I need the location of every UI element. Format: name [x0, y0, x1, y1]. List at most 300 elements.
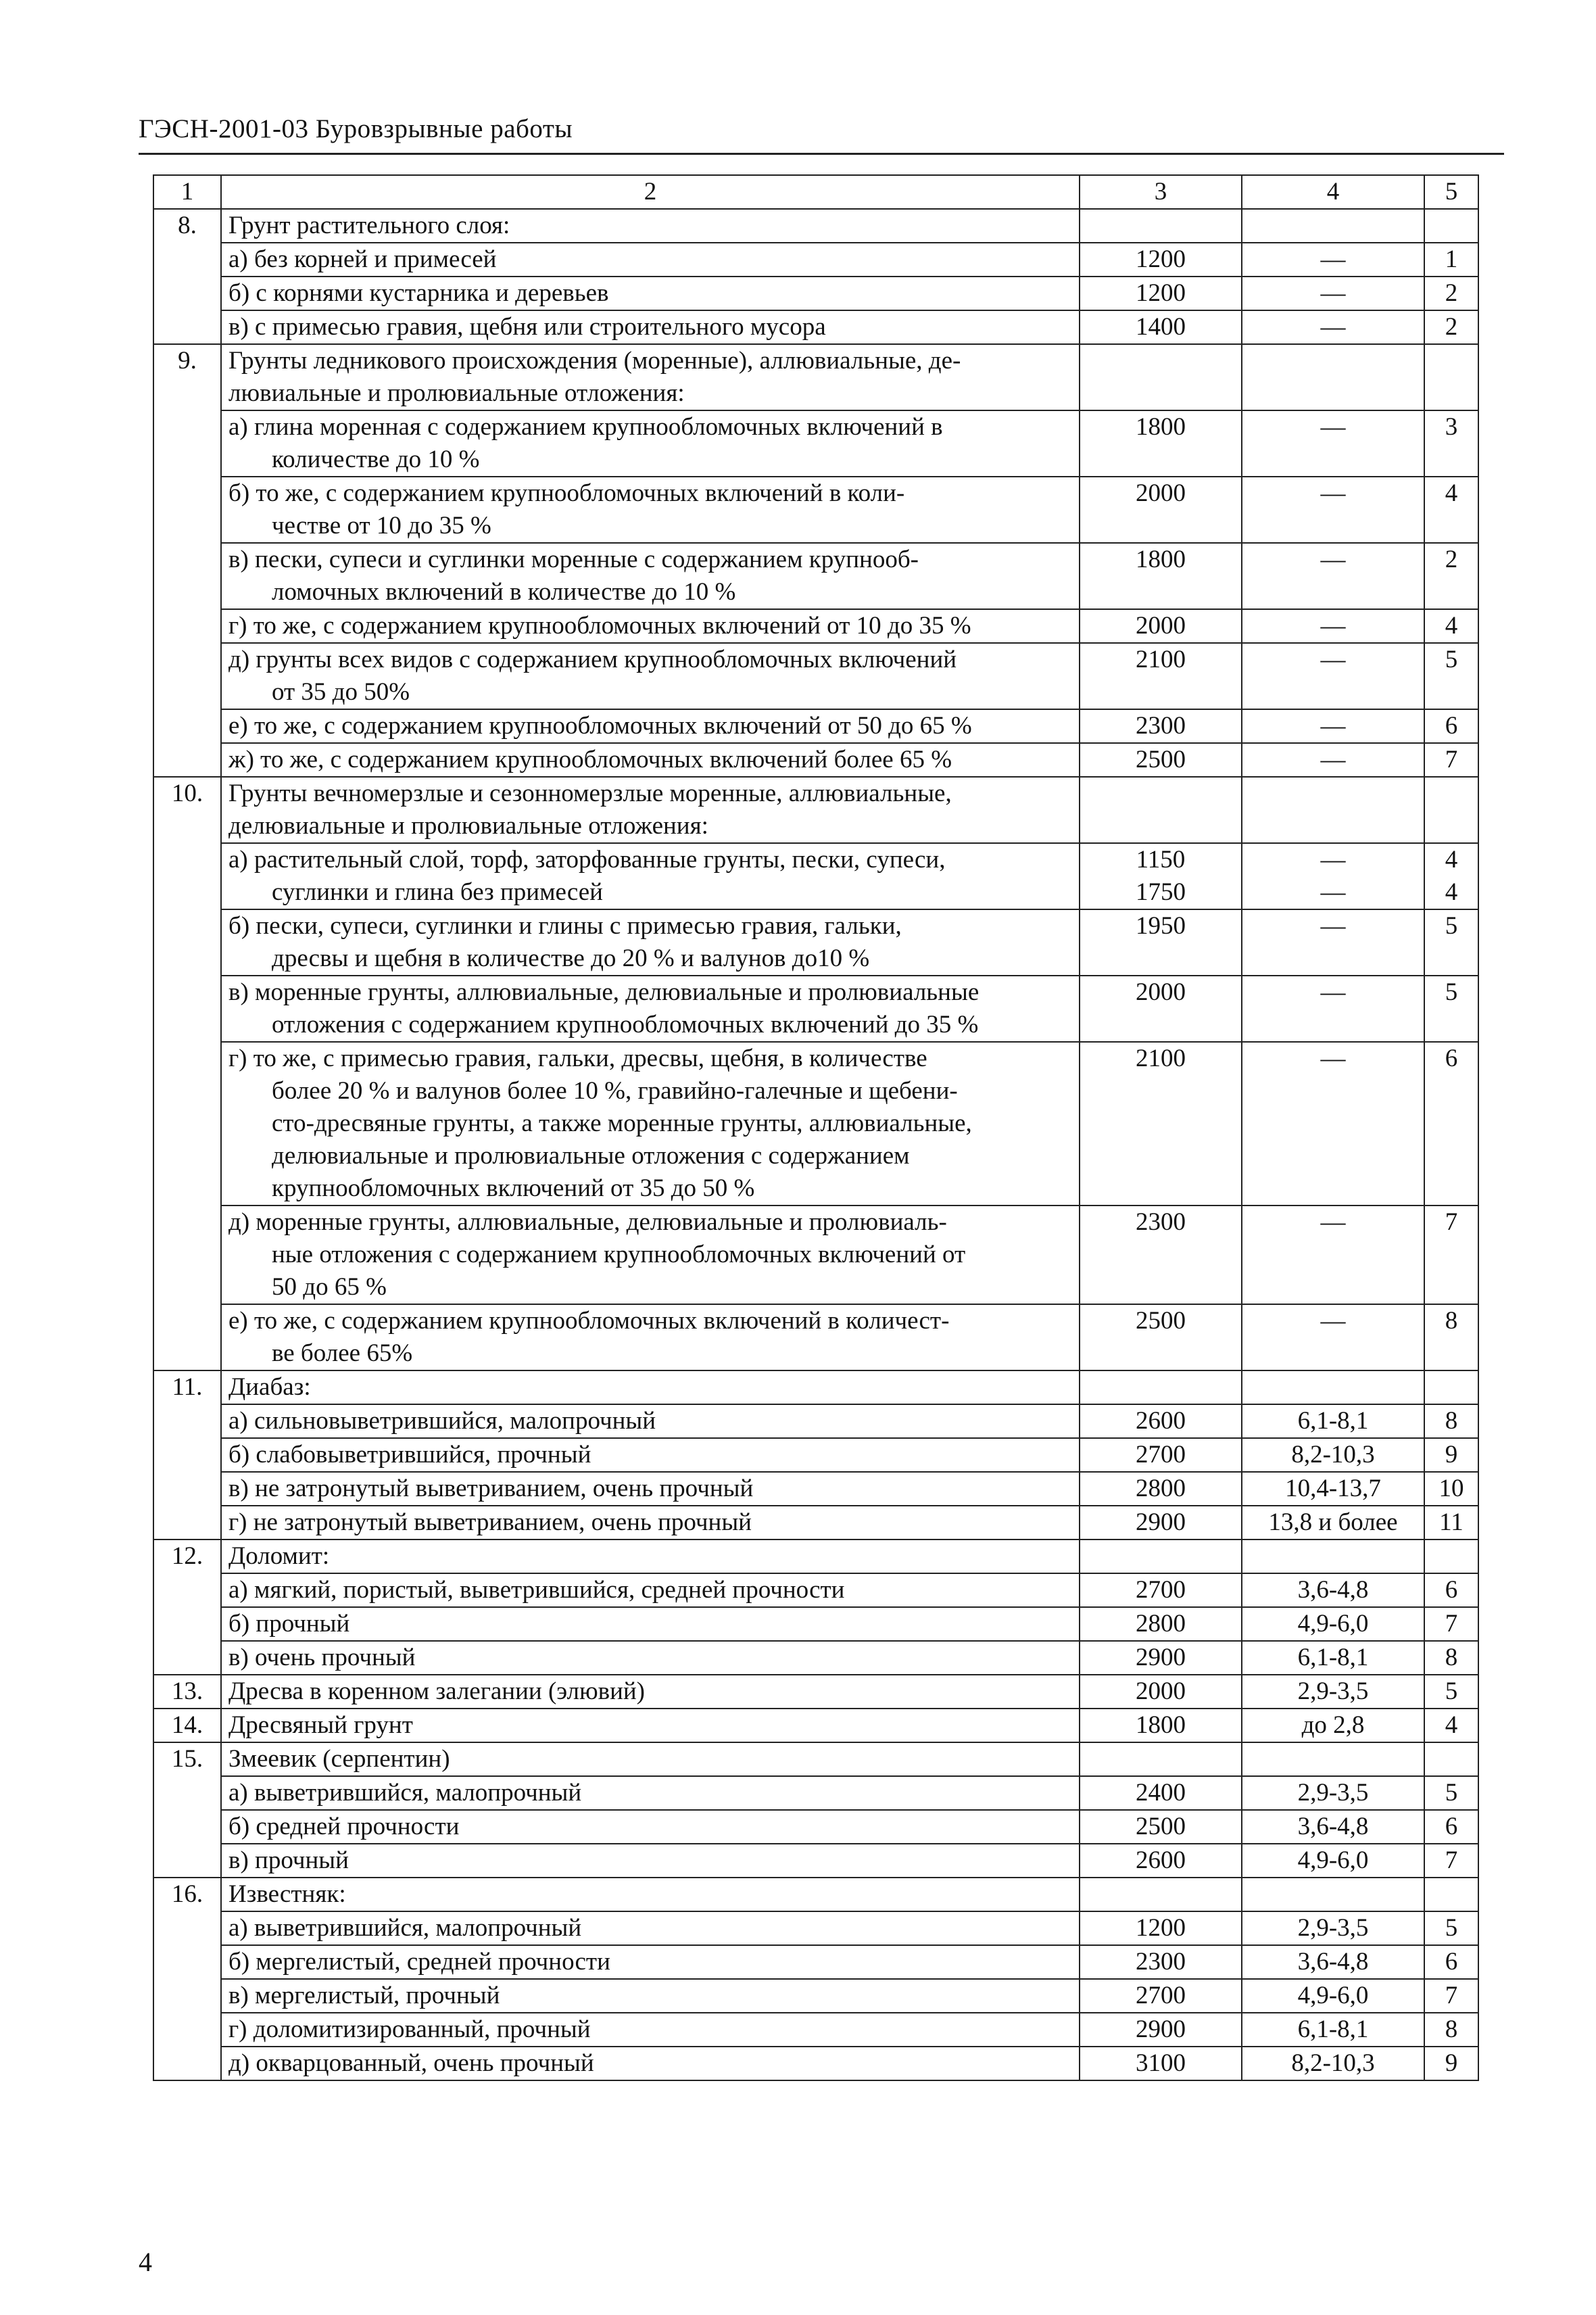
strength-cell	[1242, 1573, 1424, 1607]
density-cell	[1080, 1573, 1242, 1607]
empty-cell	[1242, 344, 1424, 410]
empty-cell	[1242, 1540, 1424, 1573]
cell-value: 2100	[1136, 1045, 1186, 1072]
table-row	[153, 1675, 1478, 1709]
table-row-subitem	[153, 2047, 1478, 2080]
table-row-subitem	[153, 543, 1478, 609]
cell-value: 2600	[1136, 1846, 1186, 1874]
density-cell	[1080, 1810, 1242, 1844]
cell-value: 4,9-6,0	[1297, 1846, 1369, 1874]
cell-value: 8	[1445, 2015, 1458, 2043]
cell-value: 2900	[1136, 1508, 1186, 1536]
description-cell	[221, 1911, 1080, 1945]
description-line: Доломит:	[228, 1542, 330, 1570]
empty-cell	[1080, 1540, 1242, 1573]
density-cell: 2000	[1080, 1675, 1242, 1709]
table-row-subitem	[153, 909, 1478, 976]
description-cell	[221, 2047, 1080, 2080]
cell-value: 2000	[1136, 978, 1186, 1006]
description-line: д) грунты всех видов с содержанием крупнообломочных включений	[228, 646, 957, 673]
description-line: г) то же, с содержанием крупнообломочных включений от 10 до 35 %	[228, 612, 971, 640]
description-cell	[221, 909, 1080, 976]
description-line: Грунт растительного слоя:	[228, 212, 510, 239]
density-cell	[1080, 643, 1242, 709]
group-cell	[1424, 1206, 1478, 1304]
description-line: 50 до 65 %	[272, 1273, 387, 1301]
strength-cell	[1242, 976, 1424, 1042]
description-cell	[221, 310, 1080, 344]
cell-value: 6,1-8,1	[1297, 1407, 1369, 1435]
group-cell	[1424, 1573, 1478, 1607]
cell-value: 6	[1445, 1576, 1458, 1604]
description-line: в) пески, супеси и суглинки моренные с содержанием крупнооб-	[228, 546, 919, 573]
strength-cell	[1242, 609, 1424, 643]
group-cell	[1424, 909, 1478, 976]
empty-cell	[1080, 209, 1242, 243]
description-cell	[221, 1742, 1080, 1776]
strength-cell	[1242, 277, 1424, 310]
cell-value: 7	[1445, 1846, 1458, 1874]
strength-cell	[1242, 2013, 1424, 2047]
cell-value: 4	[1445, 878, 1458, 906]
density-cell: 1800	[1080, 1709, 1242, 1742]
cell-value: 2900	[1136, 1644, 1186, 1671]
description-cell	[221, 344, 1080, 410]
cell-value: 10,4-13,7	[1285, 1475, 1381, 1502]
density-cell	[1080, 1911, 1242, 1945]
cell-value: —	[1320, 746, 1346, 773]
table-row-subitem	[153, 243, 1478, 277]
density-cell	[1080, 243, 1242, 277]
strength-cell	[1242, 709, 1424, 743]
description-cell	[221, 1945, 1080, 1979]
strength-cell	[1242, 1911, 1424, 1945]
empty-cell	[1242, 1370, 1424, 1404]
description-line: б) пески, супеси, суглинки и глины с примесью гравия, гальки,	[228, 912, 902, 940]
description-line: а) выветрившийся, малопрочный	[228, 1779, 582, 1807]
strength-cell	[1242, 1404, 1424, 1438]
description-cell	[221, 1675, 1080, 1709]
cell-value: —	[1320, 413, 1346, 441]
strength-cell	[1242, 1776, 1424, 1810]
table-row	[153, 1370, 1478, 1404]
cell-value: 8,2-10,3	[1291, 1441, 1375, 1469]
table-row-subitem	[153, 1810, 1478, 1844]
group-cell	[1424, 243, 1478, 277]
cell-value: 1400	[1136, 313, 1186, 341]
description-cell	[221, 1438, 1080, 1472]
row-number-cell: 10.	[153, 777, 221, 1370]
description-line: Дресвяный грунт	[228, 1711, 413, 1739]
description-line: а) глина моренная с содержанием крупнообломочных включений в	[228, 413, 943, 441]
cell-value: 2000	[1136, 479, 1186, 507]
group-cell	[1424, 976, 1478, 1042]
cell-value: 3,6-4,8	[1297, 1813, 1369, 1840]
cell-value: —	[1320, 978, 1346, 1006]
cell-value: 2700	[1136, 1982, 1186, 2009]
table-header-row	[153, 175, 1478, 209]
table-row-subitem	[153, 1573, 1478, 1607]
strength-cell	[1242, 477, 1424, 543]
strength-cell	[1242, 1844, 1424, 1878]
description-cell	[221, 1506, 1080, 1540]
strength-cell	[1242, 743, 1424, 777]
cell-value: —	[1320, 712, 1346, 740]
page-number: 4	[139, 2247, 152, 2277]
cell-value: —	[1320, 1208, 1346, 1236]
description-line: сто-дресвяные грунты, а также моренные грунты, аллювиальные,	[272, 1109, 972, 1137]
cell-value: 6,1-8,1	[1297, 1644, 1369, 1671]
strength-cell	[1242, 1810, 1424, 1844]
row-number-cell: 15.	[153, 1742, 221, 1878]
cell-value: 7	[1445, 1982, 1458, 2009]
strength-cell	[1242, 1506, 1424, 1540]
description-line: б) с корнями кустарника и деревьев	[228, 279, 609, 307]
empty-cell	[1424, 209, 1478, 243]
strength-cell	[1242, 1641, 1424, 1675]
description-cell	[221, 777, 1080, 843]
table-row-subitem	[153, 1607, 1478, 1641]
description-cell	[221, 277, 1080, 310]
group-cell	[1424, 1304, 1478, 1370]
description-line: в) с примесью гравия, щебня или строительного мусора	[228, 313, 826, 341]
description-line: д) моренные грунты, аллювиальные, делювиальные и пролювиаль-	[228, 1208, 947, 1236]
group-cell	[1424, 743, 1478, 777]
cell-value: 2	[1445, 313, 1458, 341]
cell-value: 2500	[1136, 1813, 1186, 1840]
description-cell	[221, 1042, 1080, 1206]
density-cell	[1080, 1506, 1242, 1540]
empty-cell	[1424, 344, 1478, 410]
group-cell	[1424, 843, 1478, 909]
description-line: б) средней прочности	[228, 1813, 460, 1840]
description-line: ные отложения с содержанием крупнообломочных включений от	[272, 1241, 966, 1268]
empty-cell	[1242, 1742, 1424, 1776]
cell-value: 4,9-6,0	[1297, 1610, 1369, 1638]
description-line: Диабаз:	[228, 1373, 311, 1401]
cell-value: —	[1320, 313, 1346, 341]
strength-cell	[1242, 1042, 1424, 1206]
group-cell: 5	[1424, 1675, 1478, 1709]
density-cell	[1080, 743, 1242, 777]
group-cell	[1424, 1776, 1478, 1810]
table-row-subitem	[153, 1776, 1478, 1810]
density-cell	[1080, 1607, 1242, 1641]
table-row-subitem	[153, 1404, 1478, 1438]
row-number-cell: 16.	[153, 1878, 221, 2080]
cell-value: 2700	[1136, 1576, 1186, 1604]
description-line: ж) то же, с содержанием крупнообломочных включений более 65 %	[228, 746, 952, 773]
group-cell	[1424, 2047, 1478, 2080]
density-cell	[1080, 1641, 1242, 1675]
column-header: 4	[1242, 175, 1424, 209]
group-cell	[1424, 1810, 1478, 1844]
description-line: ве более 65%	[272, 1339, 413, 1367]
group-cell	[1424, 1979, 1478, 2013]
empty-cell	[1424, 1370, 1478, 1404]
table-row-subitem	[153, 609, 1478, 643]
group-cell: 4	[1424, 1709, 1478, 1742]
density-cell	[1080, 1979, 1242, 2013]
group-cell	[1424, 1506, 1478, 1540]
group-cell	[1424, 1607, 1478, 1641]
document-header: ГЭСН-2001-03 Буровзрывные работы	[139, 114, 573, 143]
cell-value: 4	[1445, 846, 1458, 874]
cell-value: 2,9-3,5	[1297, 1914, 1369, 1942]
description-line: б) мергелистый, средней прочности	[228, 1948, 610, 1976]
cell-value: 2500	[1136, 746, 1186, 773]
cell-value: 2	[1445, 279, 1458, 307]
empty-cell	[1080, 344, 1242, 410]
table-row-subitem	[153, 1304, 1478, 1370]
group-cell	[1424, 609, 1478, 643]
cell-value: 4	[1445, 612, 1458, 640]
cell-value: 2800	[1136, 1610, 1186, 1638]
description-line: дресвы и щебня в количестве до 20 % и валунов до10 %	[272, 945, 870, 972]
row-number-cell: 12.	[153, 1540, 221, 1675]
cell-value: 2000	[1136, 612, 1186, 640]
cell-value: 5	[1445, 1914, 1458, 1942]
density-cell	[1080, 709, 1242, 743]
density-cell	[1080, 2013, 1242, 2047]
cell-value: 1950	[1136, 912, 1186, 940]
table-row-subitem	[153, 1042, 1478, 1206]
empty-cell	[1424, 1742, 1478, 1776]
description-cell	[221, 1404, 1080, 1438]
row-number-cell: 9.	[153, 344, 221, 777]
cell-value: 4,9-6,0	[1297, 1982, 1369, 2009]
cell-value: 7	[1445, 1208, 1458, 1236]
cell-value: 6	[1445, 1045, 1458, 1072]
table-row-subitem	[153, 1641, 1478, 1675]
density-cell	[1080, 609, 1242, 643]
soil-classification-table	[153, 174, 1479, 2081]
group-cell	[1424, 643, 1478, 709]
table-row-subitem	[153, 310, 1478, 344]
description-cell	[221, 1472, 1080, 1506]
description-line: г) доломитизированный, прочный	[228, 2015, 591, 2043]
group-cell	[1424, 1042, 1478, 1206]
column-header: 1	[153, 175, 221, 209]
strength-cell	[1242, 2047, 1424, 2080]
table-row-subitem	[153, 976, 1478, 1042]
description-line: лювиальные и пролювиальные отложения:	[228, 379, 685, 407]
empty-cell	[1242, 1878, 1424, 1911]
density-cell	[1080, 543, 1242, 609]
description-line: г) то же, с примесью гравия, гальки, дресвы, щебня, в количестве	[228, 1045, 927, 1072]
cell-value: 9	[1445, 2049, 1458, 2077]
description-cell	[221, 1540, 1080, 1573]
column-header: 2	[221, 175, 1080, 209]
strength-cell	[1242, 310, 1424, 344]
cell-value: 1800	[1136, 546, 1186, 573]
description-line: а) выветрившийся, малопрочный	[228, 1914, 582, 1942]
description-cell	[221, 1979, 1080, 2013]
description-cell	[221, 609, 1080, 643]
cell-value: 3,6-4,8	[1297, 1948, 1369, 1976]
group-cell	[1424, 1844, 1478, 1878]
density-cell	[1080, 477, 1242, 543]
cell-value: 2500	[1136, 1307, 1186, 1335]
group-cell	[1424, 310, 1478, 344]
table-row-subitem	[153, 1506, 1478, 1540]
density-cell	[1080, 410, 1242, 477]
group-cell	[1424, 1641, 1478, 1675]
table-row-subitem	[153, 643, 1478, 709]
group-cell	[1424, 1404, 1478, 1438]
cell-value: —	[1320, 846, 1346, 874]
table-row-subitem	[153, 1979, 1478, 2013]
cell-value: —	[1320, 1045, 1346, 1072]
description-cell	[221, 1776, 1080, 1810]
cell-value: 2300	[1136, 1948, 1186, 1976]
empty-cell	[1424, 1878, 1478, 1911]
row-number-cell: 11.	[153, 1370, 221, 1540]
strength-cell	[1242, 1438, 1424, 1472]
cell-value: 11	[1439, 1508, 1464, 1536]
description-cell	[221, 477, 1080, 543]
description-line: суглинки и глина без примесей	[272, 878, 603, 906]
group-cell	[1424, 410, 1478, 477]
cell-value: 9	[1445, 1441, 1458, 1469]
table-row-subitem	[153, 843, 1478, 909]
table-row	[153, 209, 1478, 243]
description-line: б) то же, с содержанием крупнообломочных включений в коли-	[228, 479, 905, 507]
cell-value: 2900	[1136, 2015, 1186, 2043]
description-cell	[221, 1573, 1080, 1607]
cell-value: 7	[1445, 746, 1458, 773]
density-cell	[1080, 1844, 1242, 1878]
strength-cell	[1242, 1472, 1424, 1506]
density-cell	[1080, 1438, 1242, 1472]
description-line: Грунты вечномерзлые и сезонномерзлые моренные, аллювиальные,	[228, 780, 952, 807]
cell-value: 8	[1445, 1644, 1458, 1671]
description-line: отложения с содержанием крупнообломочных включений до 35 %	[272, 1011, 979, 1039]
cell-value: —	[1320, 646, 1346, 673]
description-cell	[221, 1607, 1080, 1641]
density-cell	[1080, 277, 1242, 310]
group-cell	[1424, 277, 1478, 310]
description-line: г) не затронутый выветриванием, очень прочный	[228, 1508, 752, 1536]
description-line: в) не затронутый выветриванием, очень прочный	[228, 1475, 754, 1502]
table-row-subitem	[153, 477, 1478, 543]
cell-value: 1	[1445, 245, 1458, 273]
strength-cell	[1242, 243, 1424, 277]
cell-value: 13,8 и более	[1268, 1508, 1398, 1536]
description-line: в) прочный	[228, 1846, 349, 1874]
table-row-subitem	[153, 410, 1478, 477]
table-row	[153, 1709, 1478, 1742]
description-cell	[221, 1641, 1080, 1675]
description-line: е) то же, с содержанием крупнообломочных включений от 50 до 65 %	[228, 712, 972, 740]
cell-value: 8	[1445, 1307, 1458, 1335]
empty-cell	[1080, 1742, 1242, 1776]
description-cell	[221, 209, 1080, 243]
description-line: а) мягкий, пористый, выветрившийся, средней прочности	[228, 1576, 845, 1604]
description-line: е) то же, с содержанием крупнообломочных включений в количест-	[228, 1307, 950, 1335]
table-row-subitem	[153, 1438, 1478, 1472]
description-line: б) слабовыветрившийся, прочный	[228, 1441, 591, 1469]
density-cell	[1080, 310, 1242, 344]
description-line: количестве до 10 %	[272, 446, 480, 473]
empty-cell	[1080, 1370, 1242, 1404]
cell-value: —	[1320, 1307, 1346, 1335]
description-line: делювиальные и пролювиальные отложения с содержанием	[272, 1142, 910, 1170]
description-line: б) прочный	[228, 1610, 350, 1638]
table-row-subitem	[153, 1206, 1478, 1304]
cell-value: 1750	[1136, 878, 1186, 906]
cell-value: 2300	[1136, 712, 1186, 740]
header-rule	[139, 153, 1504, 155]
table-row-subitem	[153, 2013, 1478, 2047]
description-cell	[221, 543, 1080, 609]
description-line: честве от 10 до 35 %	[272, 512, 491, 540]
description-cell	[221, 1304, 1080, 1370]
description-line: Змеевик (серпентин)	[228, 1745, 450, 1773]
description-cell	[221, 743, 1080, 777]
cell-value: —	[1320, 912, 1346, 940]
group-cell	[1424, 543, 1478, 609]
description-line: в) моренные грунты, аллювиальные, делювиальные и пролювиальные	[228, 978, 980, 1006]
empty-cell	[1242, 777, 1424, 843]
cell-value: 8	[1445, 1407, 1458, 1435]
description-line: д) окварцованный, очень прочный	[228, 2049, 594, 2077]
strength-cell	[1242, 1607, 1424, 1641]
density-cell	[1080, 909, 1242, 976]
cell-value: 6	[1445, 1813, 1458, 1840]
cell-value: 6,1-8,1	[1297, 2015, 1369, 2043]
cell-value: 2800	[1136, 1475, 1186, 1502]
description-cell	[221, 1370, 1080, 1404]
cell-value: 1200	[1136, 245, 1186, 273]
strength-cell	[1242, 1304, 1424, 1370]
strength-cell: до 2,8	[1242, 1709, 1424, 1742]
description-line: более 20 % и валунов более 10 %, гравийно-галечные и щебени-	[272, 1077, 958, 1105]
density-cell	[1080, 1472, 1242, 1506]
description-line: а) без корней и примесей	[228, 245, 497, 273]
cell-value: 5	[1445, 1779, 1458, 1807]
description-cell	[221, 843, 1080, 909]
cell-value: 3,6-4,8	[1297, 1576, 1369, 1604]
description-cell	[221, 2013, 1080, 2047]
cell-value: 2	[1445, 546, 1458, 573]
density-cell	[1080, 843, 1242, 909]
empty-cell	[1080, 777, 1242, 843]
cell-value: 5	[1445, 646, 1458, 673]
cell-value: 1150	[1136, 846, 1186, 874]
cell-value: 7	[1445, 1610, 1458, 1638]
cell-value: 6	[1445, 712, 1458, 740]
strength-cell	[1242, 1979, 1424, 2013]
strength-cell	[1242, 643, 1424, 709]
cell-value: 1800	[1136, 413, 1186, 441]
empty-cell	[1080, 1878, 1242, 1911]
cell-value: —	[1320, 878, 1346, 906]
strength-cell	[1242, 410, 1424, 477]
table-row	[153, 344, 1478, 410]
cell-value: —	[1320, 612, 1346, 640]
group-cell	[1424, 1945, 1478, 1979]
description-cell	[221, 1844, 1080, 1878]
description-line: от 35 до 50%	[272, 678, 410, 706]
group-cell	[1424, 1472, 1478, 1506]
cell-value: —	[1320, 546, 1346, 573]
description-cell	[221, 709, 1080, 743]
row-number-cell: 8.	[153, 209, 221, 344]
density-cell	[1080, 1404, 1242, 1438]
cell-value: 2100	[1136, 646, 1186, 673]
strength-cell	[1242, 543, 1424, 609]
